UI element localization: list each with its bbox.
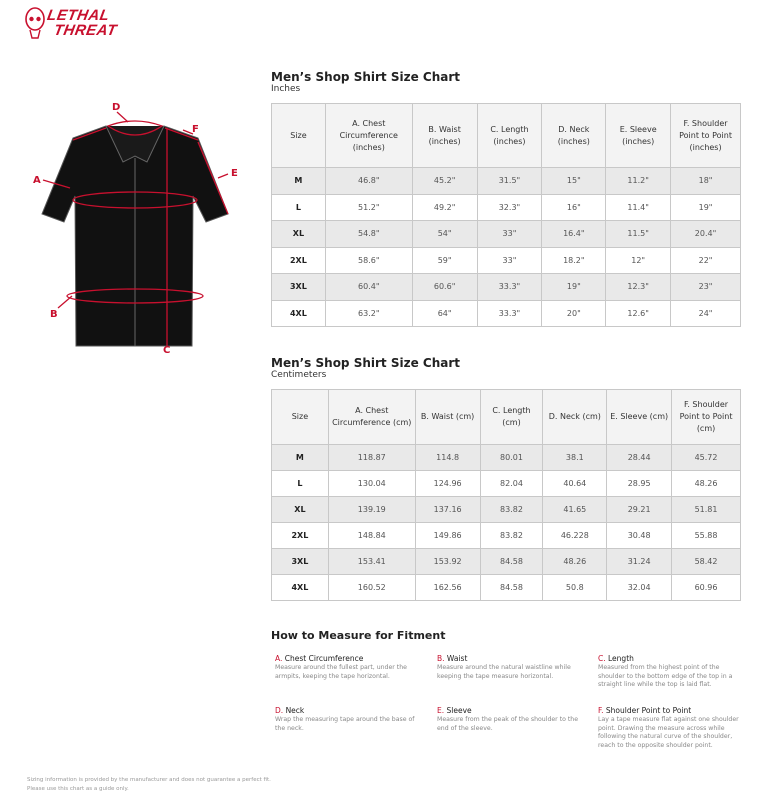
inches-size-table bbox=[271, 103, 741, 327]
value-cell: 33.3" bbox=[477, 274, 542, 301]
value-cell: 16" bbox=[542, 194, 606, 221]
value-cell: 130.04 bbox=[328, 471, 415, 497]
instruction-name: Length bbox=[608, 654, 634, 663]
value-cell: 84.58 bbox=[480, 575, 543, 601]
value-cell: 33" bbox=[477, 221, 542, 248]
size-cell: M bbox=[272, 168, 326, 195]
value-cell: 32.3" bbox=[477, 194, 542, 221]
value-cell: 45.72 bbox=[672, 445, 741, 471]
value-cell: 31.24 bbox=[607, 549, 672, 575]
lethal-threat-logo: LETHAL THREAT bbox=[24, 4, 128, 44]
table-row bbox=[272, 168, 741, 195]
instruction-name: Chest Circumference bbox=[284, 654, 364, 663]
instruction-letter: D. bbox=[275, 706, 284, 715]
label-d: D bbox=[112, 102, 121, 113]
label-c: C bbox=[163, 345, 171, 356]
table-row bbox=[272, 221, 741, 248]
value-cell: 55.88 bbox=[672, 523, 741, 549]
value-cell: 41.65 bbox=[543, 497, 607, 523]
column-header: A. Chest Circumference (inches) bbox=[325, 104, 412, 168]
instruction-name: Shoulder Point to Point bbox=[605, 706, 692, 715]
value-cell: 11.2" bbox=[606, 168, 671, 195]
column-header: E. Sleeve (cm) bbox=[607, 390, 672, 445]
instruction-text: Measure from the peak of the shoulder to the end of the sleeve. bbox=[437, 716, 579, 732]
size-cell: 2XL bbox=[272, 523, 329, 549]
value-cell: 148.84 bbox=[328, 523, 415, 549]
cm-size-table bbox=[271, 389, 741, 601]
column-header: F. Shoulder Point to Point (cm) bbox=[672, 390, 741, 445]
value-cell: 60.96 bbox=[672, 575, 741, 601]
value-cell: 60.6" bbox=[412, 274, 477, 301]
value-cell: 46.8" bbox=[325, 168, 412, 195]
value-cell: 83.82 bbox=[480, 497, 543, 523]
value-cell: 49.2" bbox=[412, 194, 477, 221]
value-cell: 46.228 bbox=[543, 523, 607, 549]
size-cell: M bbox=[272, 445, 329, 471]
value-cell: 153.92 bbox=[415, 549, 480, 575]
table-row bbox=[272, 247, 741, 274]
measure-instruction bbox=[598, 706, 748, 750]
value-cell: 124.96 bbox=[415, 471, 480, 497]
value-cell: 48.26 bbox=[543, 549, 607, 575]
value-cell: 29.21 bbox=[607, 497, 672, 523]
instruction-heading bbox=[437, 654, 587, 664]
value-cell: 23" bbox=[671, 274, 741, 301]
size-cell: 4XL bbox=[272, 300, 326, 327]
cm-chart-title: Men’s Shop Shirt Size Chart bbox=[271, 356, 460, 370]
column-header: Size bbox=[272, 104, 326, 168]
table-row bbox=[272, 445, 741, 471]
table-row bbox=[272, 523, 741, 549]
size-cell: L bbox=[272, 194, 326, 221]
value-cell: 58.42 bbox=[672, 549, 741, 575]
value-cell: 33" bbox=[477, 247, 542, 274]
instruction-letter: C. bbox=[598, 654, 606, 663]
value-cell: 54" bbox=[412, 221, 477, 248]
value-cell: 51.2" bbox=[325, 194, 412, 221]
measure-instruction bbox=[275, 706, 425, 733]
instruction-letter: A. bbox=[275, 654, 283, 663]
value-cell: 82.04 bbox=[480, 471, 543, 497]
value-cell: 139.19 bbox=[328, 497, 415, 523]
column-header: B. Waist (cm) bbox=[415, 390, 480, 445]
value-cell: 64" bbox=[412, 300, 477, 327]
instruction-text: Wrap the measuring tape around the base of the neck. bbox=[275, 716, 415, 732]
value-cell: 63.2" bbox=[325, 300, 412, 327]
size-cell: 3XL bbox=[272, 274, 326, 301]
value-cell: 20.4" bbox=[671, 221, 741, 248]
disclaimer bbox=[27, 776, 271, 794]
column-header: C. Length (cm) bbox=[480, 390, 543, 445]
table-row bbox=[272, 497, 741, 523]
instruction-name: Neck bbox=[285, 706, 305, 715]
value-cell: 149.86 bbox=[415, 523, 480, 549]
value-cell: 12.3" bbox=[606, 274, 671, 301]
table-row bbox=[272, 274, 741, 301]
label-f: F bbox=[192, 124, 199, 135]
value-cell: 32.04 bbox=[607, 575, 672, 601]
value-cell: 51.81 bbox=[672, 497, 741, 523]
value-cell: 24" bbox=[671, 300, 741, 327]
value-cell: 19" bbox=[542, 274, 606, 301]
instruction-heading bbox=[275, 654, 425, 664]
value-cell: 83.82 bbox=[480, 523, 543, 549]
size-cell: XL bbox=[272, 497, 329, 523]
column-header: E. Sleeve (inches) bbox=[606, 104, 671, 168]
table-row bbox=[272, 575, 741, 601]
value-cell: 33.3" bbox=[477, 300, 542, 327]
value-cell: 58.6" bbox=[325, 247, 412, 274]
value-cell: 19" bbox=[671, 194, 741, 221]
value-cell: 30.48 bbox=[607, 523, 672, 549]
shirt-measurement-diagram bbox=[28, 96, 250, 358]
measure-instruction bbox=[275, 654, 425, 681]
value-cell: 137.16 bbox=[415, 497, 480, 523]
value-cell: 20" bbox=[542, 300, 606, 327]
instruction-letter: E. bbox=[437, 706, 445, 715]
instruction-letter: F. bbox=[598, 706, 604, 715]
label-e: E bbox=[231, 168, 238, 179]
value-cell: 22" bbox=[671, 247, 741, 274]
column-header: A. Chest Circumference (cm) bbox=[328, 390, 415, 445]
instruction-heading bbox=[598, 654, 748, 664]
value-cell: 54.8" bbox=[325, 221, 412, 248]
instruction-text: Measured from the highest point of the shoulder to the bottom edge of the top in a straight line while the top is laid flat. bbox=[598, 664, 733, 688]
cm-chart-unit: Centimeters bbox=[271, 370, 327, 380]
instruction-text: Measure around the natural waistline while keeping the tape measure horizontal. bbox=[437, 664, 571, 680]
measure-instruction bbox=[437, 706, 587, 733]
table-row bbox=[272, 471, 741, 497]
size-cell: XL bbox=[272, 221, 326, 248]
value-cell: 38.1 bbox=[543, 445, 607, 471]
value-cell: 11.4" bbox=[606, 194, 671, 221]
instruction-heading bbox=[437, 706, 587, 716]
value-cell: 160.52 bbox=[328, 575, 415, 601]
value-cell: 31.5" bbox=[477, 168, 542, 195]
value-cell: 16.4" bbox=[542, 221, 606, 248]
value-cell: 153.41 bbox=[328, 549, 415, 575]
measure-instruction bbox=[598, 654, 748, 690]
measure-instruction bbox=[437, 654, 587, 681]
table-row bbox=[272, 549, 741, 575]
column-header: D. Neck (cm) bbox=[543, 390, 607, 445]
table-row bbox=[272, 194, 741, 221]
disclaimer-line-2: Please use this chart as a guide only. bbox=[27, 786, 129, 792]
instruction-heading bbox=[275, 706, 425, 716]
value-cell: 40.64 bbox=[543, 471, 607, 497]
value-cell: 45.2" bbox=[412, 168, 477, 195]
size-cell: 2XL bbox=[272, 247, 326, 274]
column-header: D. Neck (inches) bbox=[542, 104, 606, 168]
instruction-name: Sleeve bbox=[446, 706, 472, 715]
value-cell: 80.01 bbox=[480, 445, 543, 471]
instruction-text: Lay a tape measure flat against one shoulder point. Drawing the measure across while following the natural curve of the shoulder, reach to the opposite shoulder point. bbox=[598, 716, 739, 749]
value-cell: 50.8 bbox=[543, 575, 607, 601]
instruction-heading bbox=[598, 706, 748, 716]
column-header: F. Shoulder Point to Point (inches) bbox=[671, 104, 741, 168]
how-to-measure-title: How to Measure for Fitment bbox=[271, 629, 446, 642]
value-cell: 18.2" bbox=[542, 247, 606, 274]
table-row bbox=[272, 300, 741, 327]
label-b: B bbox=[50, 309, 58, 320]
value-cell: 28.95 bbox=[607, 471, 672, 497]
label-a: A bbox=[33, 175, 41, 186]
column-header: C. Length (inches) bbox=[477, 104, 542, 168]
value-cell: 59" bbox=[412, 247, 477, 274]
value-cell: 12" bbox=[606, 247, 671, 274]
instruction-name: Waist bbox=[446, 654, 468, 663]
value-cell: 60.4" bbox=[325, 274, 412, 301]
inches-chart-title: Men’s Shop Shirt Size Chart bbox=[271, 70, 460, 84]
value-cell: 12.6" bbox=[606, 300, 671, 327]
value-cell: 114.8 bbox=[415, 445, 480, 471]
value-cell: 28.44 bbox=[607, 445, 672, 471]
inches-chart-unit: Inches bbox=[271, 84, 301, 94]
value-cell: 118.87 bbox=[328, 445, 415, 471]
size-cell: 3XL bbox=[272, 549, 329, 575]
value-cell: 48.26 bbox=[672, 471, 741, 497]
column-header: Size bbox=[272, 390, 329, 445]
value-cell: 84.58 bbox=[480, 549, 543, 575]
size-cell: L bbox=[272, 471, 329, 497]
disclaimer-line-1: Sizing information is provided by the manufacturer and does not guarantee a perfect fit. bbox=[27, 777, 271, 783]
value-cell: 18" bbox=[671, 168, 741, 195]
value-cell: 11.5" bbox=[606, 221, 671, 248]
value-cell: 15" bbox=[542, 168, 606, 195]
column-header: B. Waist (inches) bbox=[412, 104, 477, 168]
size-cell: 4XL bbox=[272, 575, 329, 601]
value-cell: 162.56 bbox=[415, 575, 480, 601]
instruction-text: Measure around the fullest part, under the armpits, keeping the tape horizontal. bbox=[275, 664, 407, 680]
instruction-letter: B. bbox=[437, 654, 445, 663]
